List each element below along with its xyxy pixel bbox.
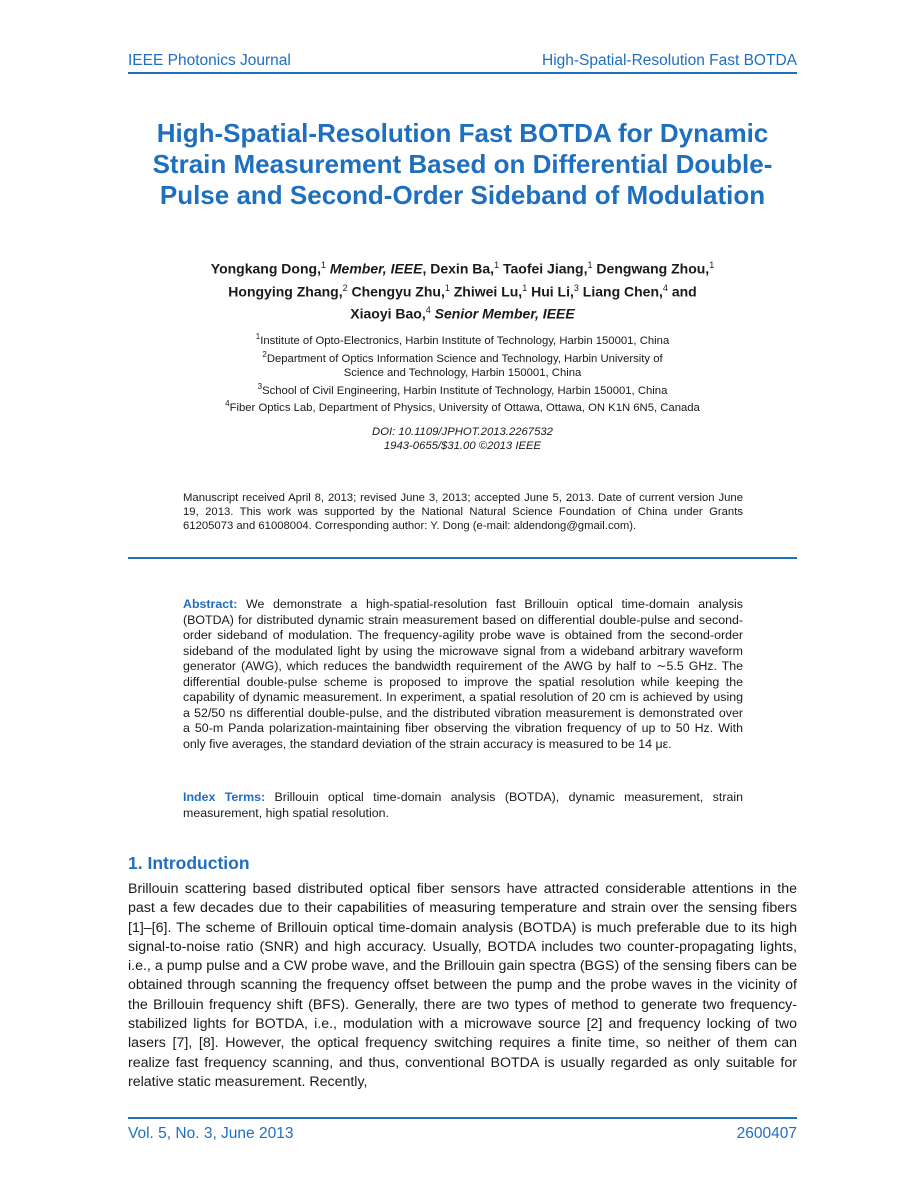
footer-rule xyxy=(128,1117,797,1119)
author-affil-mark: 1 xyxy=(444,282,450,293)
index-terms xyxy=(183,790,743,821)
manuscript-note: Manuscript received April 8, 2013; revised June 3, 2013; accepted June 5, 2013. Date of current version June 19, 2013. This work was supported by the National Natural Science Foundation of China under Grants 61205073 and 61008004. Corresponding author: Y. Dong (e-mail: aldendong@gmail.com). xyxy=(183,492,743,532)
author: Hui Li, xyxy=(531,283,574,300)
affil-number: 4 xyxy=(225,399,230,409)
author: Zhiwei Lu, xyxy=(453,283,523,300)
volume-info: Vol. 5, No. 3, June 2013 xyxy=(128,1125,294,1142)
affiliation xyxy=(128,397,797,415)
intro-paragraph: Brillouin scattering based distributed optical fiber sensors have attracted considerable attentions in the past a few decades due to their capabilities of measuring temperature and strain over the sensing fibers [1]–[6]. The scheme of Brillouin optical time-domain analysis (BOTDA) is much preferable due to its high signal-to-noise ratio (SNR) and high accuracy. Usually, BOTDA includes two counter-propagating lights, i.e., a pump pulse and a CW probe wave, and the Brillouin gain spectra (BGS) of the sensing fibers can be obtained through scanning the frequency offset between the pump and the probe waves in the vicinity of the Brillouin frequency shift (BFS). Generally, there are two types of method to generate two frequency-stabilized lights for BOTDA, i.e., modulation with a microwave source [2] and frequency locking of two lasers [7], [8]. However, the optical frequency switching requires a finite time, so neither of them can realize fast frequency scanning, and thus, conventional BOTDA is usually regarded as only suitable for relative static measurement. Recently, xyxy=(128,881,797,1090)
author: Taofei Jiang, xyxy=(502,260,588,277)
page-header xyxy=(128,50,797,72)
author: Yongkang Dong, xyxy=(210,260,321,277)
author-list xyxy=(128,256,797,324)
affil-text: Department of Optics Information Science and Technology, Harbin University of xyxy=(266,352,663,365)
author: Hongying Zhang, xyxy=(228,283,343,300)
abstract xyxy=(183,597,743,752)
author: Liang Chen, xyxy=(582,283,663,300)
header-rule xyxy=(128,72,797,74)
author-affil-mark: 1 xyxy=(494,260,500,270)
affiliation xyxy=(128,380,797,398)
affiliations xyxy=(128,330,797,415)
author-affil-mark: 2 xyxy=(342,282,348,293)
affil-text: Institute of Opto-Electronics, Harbin Institute of Technology, Harbin 150001, China xyxy=(260,334,670,347)
affil-number: 3 xyxy=(257,381,263,391)
section-heading: 1. Introduction xyxy=(128,853,250,873)
abstract-label: Abstract: xyxy=(183,597,238,611)
affil-text: School of Civil Engineering, Harbin Institute of Technology, Harbin 150001, China xyxy=(262,384,668,397)
doi: DOI: 10.1109/JPHOT.2013.2267532 xyxy=(372,426,553,438)
running-title: High-Spatial-Resolution Fast BOTDA xyxy=(542,52,797,69)
author-affil-mark: 1 xyxy=(320,260,326,270)
author-membership: Senior Member, IEEE xyxy=(434,305,575,322)
author-affil-mark: 1 xyxy=(587,260,593,270)
affil-number: 2 xyxy=(262,349,267,359)
author-affil-mark: 3 xyxy=(573,282,579,293)
index-terms-label: Index Terms: xyxy=(183,790,266,804)
doi-block xyxy=(128,425,797,453)
author: Dengwang Zhou, xyxy=(596,260,710,277)
author: , Dexin Ba, xyxy=(422,260,495,277)
author-affil-mark: 4 xyxy=(662,282,668,293)
affil-text: Fiber Optics Lab, Department of Physics, University of Ottawa, Ottawa, ON K1N 6N5, Canada xyxy=(229,402,700,415)
journal-name: IEEE Photonics Journal xyxy=(128,52,291,69)
author-affil-mark: 1 xyxy=(522,282,528,293)
author-conjunction: and xyxy=(671,283,697,300)
index-terms-text: Brillouin optical time-domain analysis (BOTDA), dynamic measurement, strain measurement, high spatial resolution. xyxy=(183,790,743,820)
author-affil-mark: 4 xyxy=(425,305,431,316)
author: Chengyu Zhu, xyxy=(351,283,445,300)
affiliation xyxy=(128,348,797,380)
affil-text: Science and Technology, Harbin 150001, China xyxy=(343,366,582,379)
author-membership: Member, IEEE xyxy=(329,260,423,277)
paper-title: High-Spatial-Resolution Fast BOTDA for Dynamic Strain Measurement Based on Differential Double-Pulse and Second-Order Sideband of Modulation xyxy=(152,118,773,210)
page-number: 2600407 xyxy=(736,1125,797,1142)
section-rule xyxy=(128,557,797,559)
affiliation xyxy=(128,330,797,348)
affil-number: 1 xyxy=(255,332,261,341)
author: Xiaoyi Bao, xyxy=(350,305,426,322)
author-affil-mark: 1 xyxy=(709,260,715,270)
issn-copyright: 1943-0655/$31.00 ©2013 IEEE xyxy=(383,440,542,452)
page-footer xyxy=(128,1125,797,1147)
abstract-text: We demonstrate a high-spatial-resolution fast Brillouin optical time-domain analysis (BOTDA) for distributed dynamic strain measurement based on differential double-pulse and second-order sideband of modulation. The frequency-agility probe wave is obtained from the second-order sideband of the modulated light by using the microwave signal from a wideband arbitrary waveform generator (AWG), which reduces the bandwidth requirement of the AWG by half to ∼5.5 GHz. The differential double-pulse scheme is proposed to improve the spatial resolution while keeping the capability of dynamic measurement. In experiment, a spatial resolution of 20 cm is achieved by using a 52/50 ns differential double-pulse, and the distributed vibration measurement is demonstrated over a 50-m Panda polarization-maintaining fiber observing the vibration frequency of up to 50 Hz. With only five averages, the standard deviation of the strain accuracy is measured to be 14 με. xyxy=(183,597,743,751)
